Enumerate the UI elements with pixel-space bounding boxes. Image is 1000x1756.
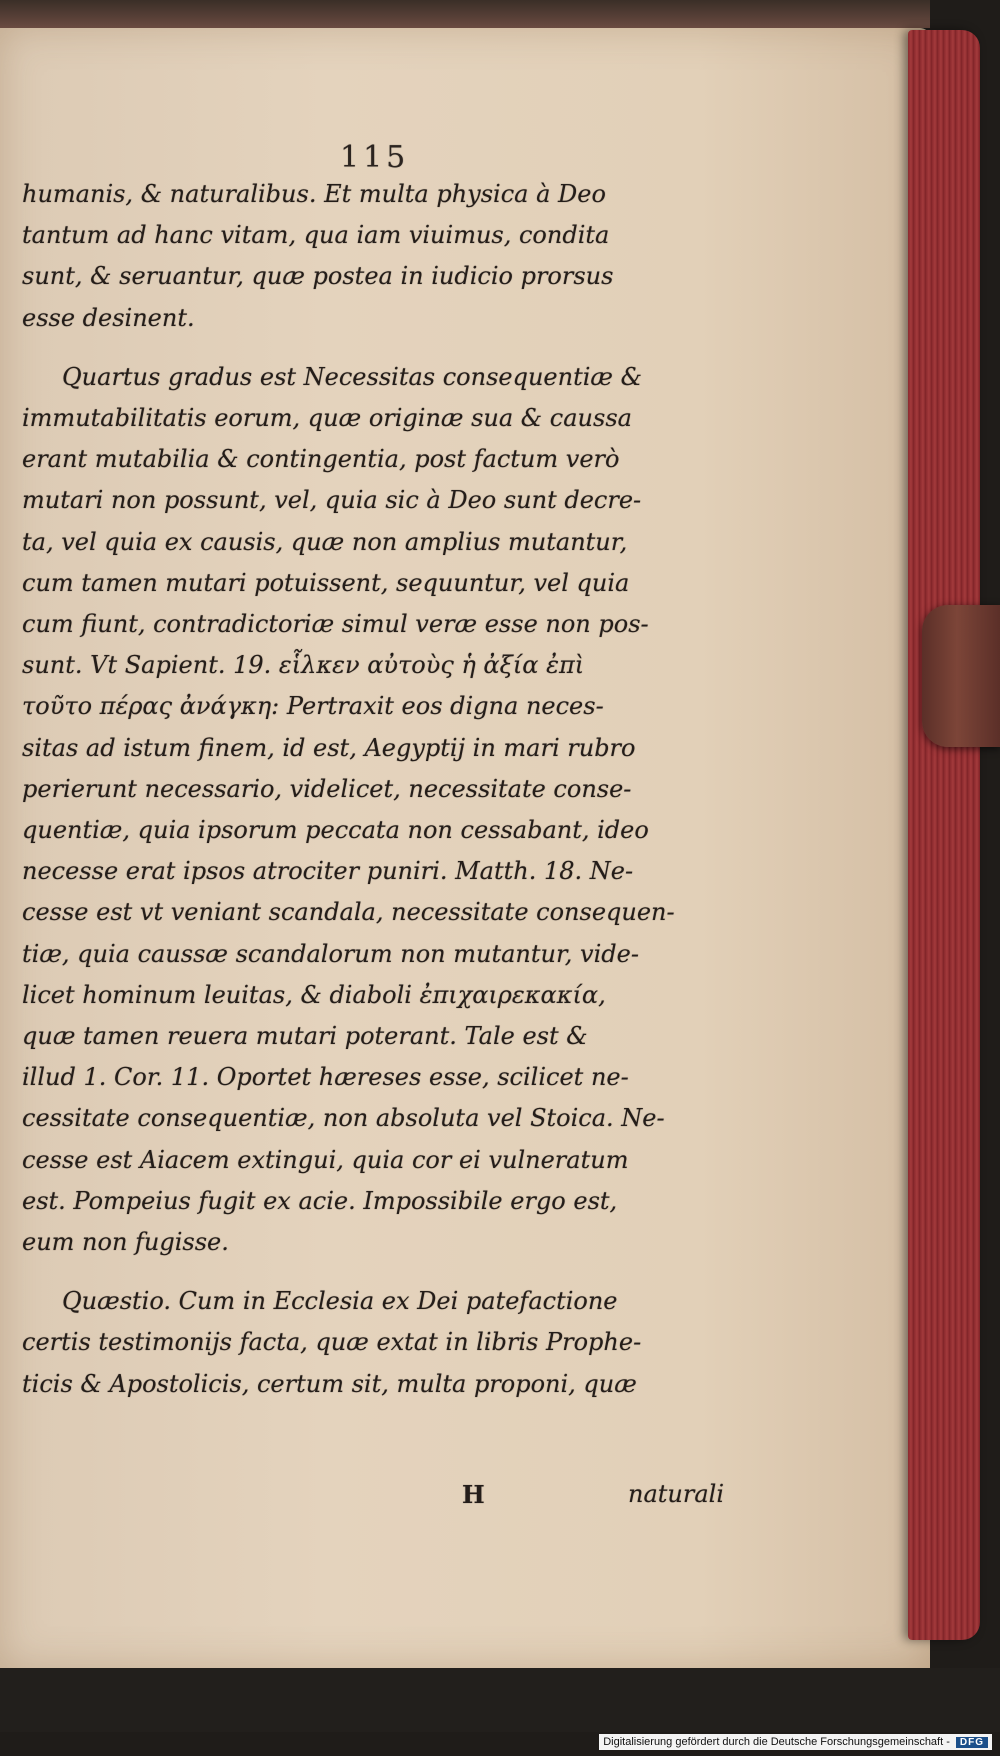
paragraph-1 <box>22 174 732 339</box>
text-line: tiæ, quia caussæ scandalorum non mutantur, vide- <box>22 939 639 968</box>
book-clasp <box>922 605 1000 747</box>
text-line: licet hominum leuitas, & diaboli ἐπιχαιρεκακία, <box>22 980 606 1009</box>
text-line: humanis, & naturalibus. Et multa physica à Deo <box>22 180 606 208</box>
page-number: 115 <box>340 140 410 175</box>
text-line: quæ tamen reuera mutari poterant. Tale est & <box>22 1022 588 1051</box>
book-page <box>0 28 930 1668</box>
text-line: ticis & Apostolicis, certum sit, multa proponi, quæ <box>22 1369 637 1398</box>
text-line: sitas ad istum finem, id est, Aegyptij in mari rubro <box>22 733 636 762</box>
text-line: necesse erat ipsos atrociter puniri. Matth. 18. Ne- <box>22 857 634 886</box>
paragraph-3 <box>22 1281 732 1405</box>
text-line: quentiæ, quia ipsorum peccata non cessabant, ideo <box>22 816 649 845</box>
text-line: tantum ad hanc vitam, qua iam viuimus, condita <box>22 221 610 250</box>
dfg-logo: DFG <box>956 1737 988 1748</box>
text-line: certis testimonijs facta, quæ extat in libris Prophe- <box>22 1328 642 1357</box>
book-top-edge <box>0 0 930 28</box>
text-line: sunt. Vt Sapient. 19. εἷλκεν αὐτοὺς ἡ ἀξία ἐπὶ <box>22 651 585 680</box>
text-line: eum non fugisse. <box>22 1228 229 1257</box>
text-line: erant mutabilia & contingentia, post factum verò <box>22 445 620 474</box>
text-line: esse desinent. <box>22 303 195 332</box>
page-text <box>22 174 732 1405</box>
scan-bottom-band <box>0 1668 1000 1732</box>
text-line: Quæstio. Cum in Ecclesia ex Dei patefactione <box>62 1287 618 1316</box>
catchword: naturali <box>628 1480 724 1508</box>
text-line: mutari non possunt, vel, quia sic à Deo sunt decre- <box>22 486 642 515</box>
text-line: est. Pompeius fugit ex acie. Impossibile ergo est, <box>22 1186 618 1215</box>
text-line: illud 1. Cor. 11. Oportet hæreses esse, scilicet ne- <box>22 1063 629 1092</box>
text-line: cesse est Aiacem extingui, quia cor ei vulneratum <box>22 1145 629 1174</box>
book-fore-edge <box>908 30 980 1640</box>
attribution-text: Digitalisierung gefördert durch die Deutsche Forschungsgemeinschaft - <box>603 1736 950 1748</box>
signature-mark: H <box>462 1480 485 1509</box>
paragraph-2 <box>22 357 732 1263</box>
attribution-bar <box>599 1734 992 1750</box>
text-line: ta, vel quia ex causis, quæ non amplius mutantur, <box>22 527 628 556</box>
text-line: cesse est vt veniant scandala, necessitate consequen- <box>22 898 675 927</box>
text-line: perierunt necessario, videlicet, necessitate conse- <box>22 774 632 803</box>
text-line: immutabilitatis eorum, quæ originæ sua & caussa <box>22 404 632 433</box>
text-line: cum tamen mutari potuissent, sequuntur, vel quia <box>22 568 630 597</box>
text-line: τοῦτο πέρας ἀνάγκη: Pertraxit eos digna neces- <box>22 692 604 721</box>
text-line: cessitate consequentiæ, non absoluta vel Stoica. Ne- <box>22 1104 665 1133</box>
text-line: sunt, & seruantur, quæ postea in iudicio prorsus <box>22 262 614 291</box>
text-line: cum fiunt, contradictoriæ simul veræ esse non pos- <box>22 610 649 639</box>
text-line: Quartus gradus est Necessitas consequentiæ & <box>62 362 642 391</box>
